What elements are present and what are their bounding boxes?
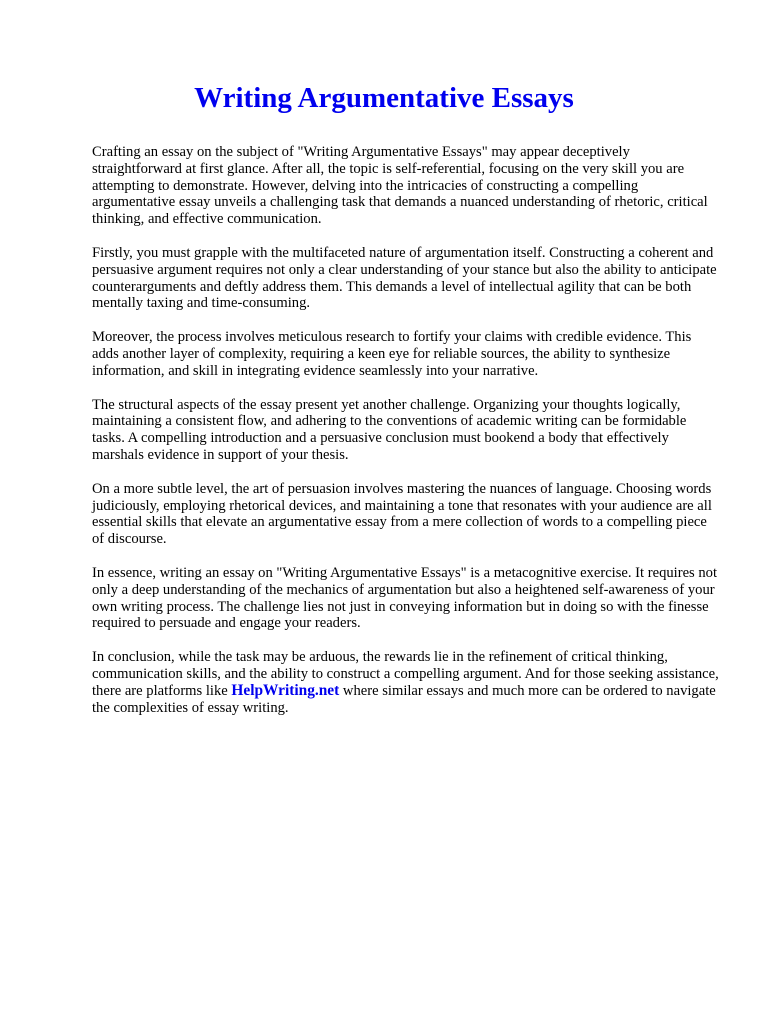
- paragraph-argumentation: Firstly, you must grapple with the multifaceted nature of argumentation itself. Constructing a coherent and persuasive argument requires not only a clear understanding of your stance but also the ability to anticipate counterarguments and deftly address them. This demands a level of intellectual agility that can be both mentally taxing and time-consuming.: [92, 244, 717, 312]
- conclusion-text-after-link: where similar essays and much more can be ordered to navigate the complexities of essay writing.: [92, 682, 716, 716]
- paragraph-intro: Crafting an essay on the subject of "Writing Argumentative Essays" may appear deceptively straightforward at first glance. After all, the topic is self-referential, focusing on the very skill you are attempting to demonstrate. However, delving into the intricacies of constructing a compelling argumentative essay unveils a challenging task that demands a nuanced understanding of rhetoric, critical thinking, and effective communication.: [92, 144, 708, 228]
- paragraph-structure: The structural aspects of the essay present yet another challenge. Organizing your thoughts logically, maintaining a consistent flow, and adhering to the conventions of academic writing can be formidable tasks. A compelling introduction and a persuasive conclusion must bookend a body that effectively marshals evidence in support of your thesis.: [92, 396, 687, 463]
- paragraph-conclusion: [92, 649, 720, 716]
- paragraph-metacognition: In essence, writing an essay on "Writing Argumentative Essays" is a metacognitive exercise. It requires not only a deep understanding of the mechanics of argumentation but also a heightened self-awareness of your own writing process. The challenge lies not just in conveying information but in doing so with the finesse required to persuade and engage your readers.: [92, 564, 718, 632]
- paragraph-research: Moreover, the process involves meticulous research to fortify your claims with credible evidence. This adds another layer of complexity, requiring a keen eye for reliable sources, the ability to synthesize information, and skill in integrating evidence seamlessly into your narrative.: [92, 329, 692, 379]
- document-body: [92, 144, 720, 733]
- conclusion-text-before-link: In conclusion, while the task may be arduous, the rewards lie in the refinement of critical thinking, communication skills, and the ability to construct a compelling argument. And for those seeking assistance, there are platforms like: [92, 649, 719, 699]
- paragraph-language: On a more subtle level, the art of persuasion involves mastering the nuances of language. Choosing words judiciously, employing rhetorical devices, and maintaining a tone that resonates with your audience are all essential skills that elevate an argumentative essay from a mere collection of words to a compelling piece of discourse.: [92, 480, 712, 548]
- helpwriting-link[interactable]: HelpWriting.net: [231, 681, 340, 699]
- document-title: Writing Argumentative Essays: [194, 82, 574, 114]
